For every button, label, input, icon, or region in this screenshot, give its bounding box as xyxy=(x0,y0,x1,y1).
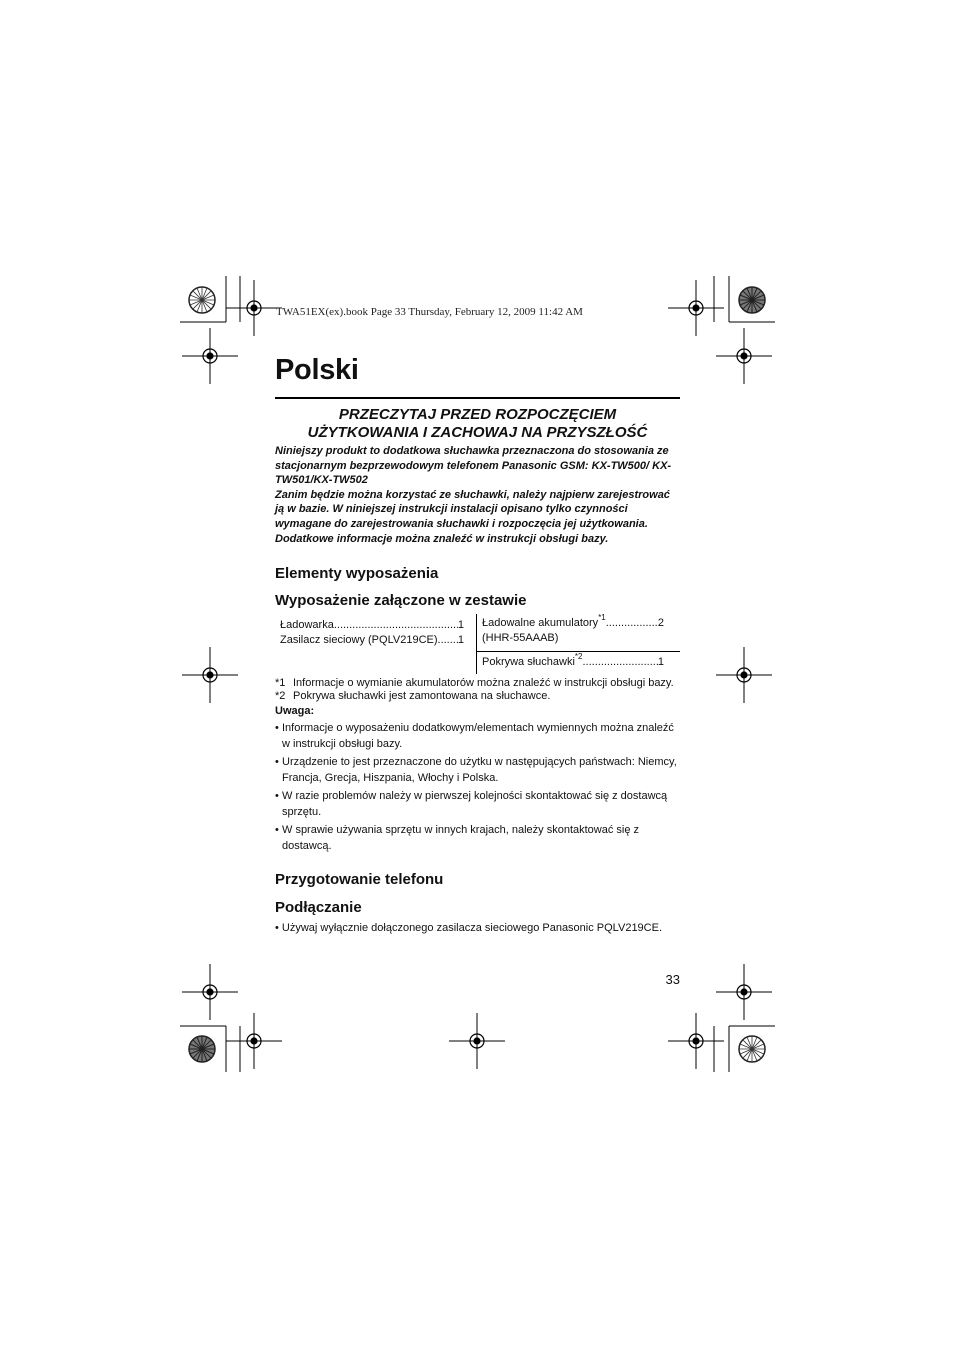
warning-heading xyxy=(275,406,680,442)
page-number: 33 xyxy=(665,972,680,987)
list-item: • W razie problemów należy w pierwszej kolejności skontaktować się z dostawcą sprzętu. xyxy=(275,788,681,820)
accessory-qty: 2 xyxy=(657,617,664,629)
accessory-list-left xyxy=(280,618,464,648)
section-heading-preparation: Przygotowanie telefonu xyxy=(275,871,444,888)
connecting-note: • Używaj wyłącznie dołączonego zasilacza sieciowego Panasonic PQLV219CE. xyxy=(275,922,663,934)
accessory-label: Zasilacz sieciowy (PQLV219CE) xyxy=(280,634,438,646)
section-heading-equipment: Elementy wyposażenia xyxy=(275,565,439,582)
accessory-qty: 1 xyxy=(657,656,664,668)
list-item: • Informacje o wyposażeniu dodatkowym/elementach wymiennych można znaleźć w instrukcji obsługi bazy. xyxy=(275,720,681,752)
accessory-qty: 1 xyxy=(457,634,464,646)
leader-dots xyxy=(606,616,658,631)
notes-list xyxy=(275,720,681,854)
intro-paragraph-1: Niniejszy produkt to dodatkowa słuchawka przeznaczona do stosowania ze stacjonarnym bezprzewodowym telefonem Panasonic GSM: KX-TW500/ KX-TW501/KX-TW502 xyxy=(275,445,672,487)
warning-line-2: UŻYTKOWANIA I ZACHOWAJ NA PRZYSZŁOŚĆ xyxy=(307,424,648,441)
list-item: • W sprawie używania sprzętu w innych krajach, należy skontaktować się z dostawcą. xyxy=(275,822,681,854)
accessory-batteries xyxy=(482,613,664,646)
page-title: Polski xyxy=(275,354,359,386)
warning-line-1: PRZECZYTAJ PRZED ROZPOCZĘCIEM xyxy=(338,406,617,423)
footnote-mark: *2 xyxy=(275,690,286,702)
notes-label: Uwaga: xyxy=(275,705,315,717)
accessory-label: Ładowarka xyxy=(280,619,334,631)
footnote-2 xyxy=(275,690,681,703)
leader-dots xyxy=(438,633,458,648)
intro-text xyxy=(275,444,681,546)
footnote-ref: *2 xyxy=(574,652,583,662)
footnote-1 xyxy=(275,677,681,690)
accessory-label: Ładowalne akumulatory xyxy=(482,617,599,629)
footnotes xyxy=(275,677,681,856)
section-heading-included: Wyposażenie załączone w zestawie xyxy=(275,592,527,609)
footnote-text: Pokrywa słuchawki jest zamontowana na słuchawce. xyxy=(293,690,551,702)
accessory-label: Pokrywa słuchawki xyxy=(482,656,575,668)
intro-paragraph-2: Zanim będzie można korzystać ze słuchawki, należy najpierw zarejestrować ją w bazie. W niniejszej instrukcji instalacji opisano tylko czynności wymagane do zarejestrowania słuchawki i rozpoczęcia jej użytkowania. Dodatkowe informacje można znaleźć w instrukcji obsługi bazy. xyxy=(275,488,670,545)
footnote-text: Informacje o wymianie akumulatorów można znaleźć w instrukcji obsługi bazy. xyxy=(293,677,674,689)
accessory-qty: 1 xyxy=(457,619,464,631)
accessory-adaptor xyxy=(280,633,464,648)
title-divider xyxy=(275,397,680,399)
section-heading-connecting: Podłączanie xyxy=(275,899,362,916)
list-item: • Urządzenie to jest przeznaczone do użytku w następujących państwach: Niemcy, Francja, Grecja, Hiszpania, Włochy i Polska. xyxy=(275,754,681,786)
print-header: TWA51EX(ex).book Page 33 Thursday, February 12, 2009 11:42 AM xyxy=(276,306,583,318)
accessory-cover xyxy=(482,652,664,670)
leader-dots xyxy=(334,618,458,633)
accessory-charger xyxy=(280,618,464,633)
accessory-model: (HHR-55AAAB) xyxy=(482,632,559,644)
footnote-mark: *1 xyxy=(275,677,286,689)
leader-dots xyxy=(582,655,657,670)
footnote-ref: *1 xyxy=(598,613,606,623)
table-column-divider xyxy=(476,614,477,674)
